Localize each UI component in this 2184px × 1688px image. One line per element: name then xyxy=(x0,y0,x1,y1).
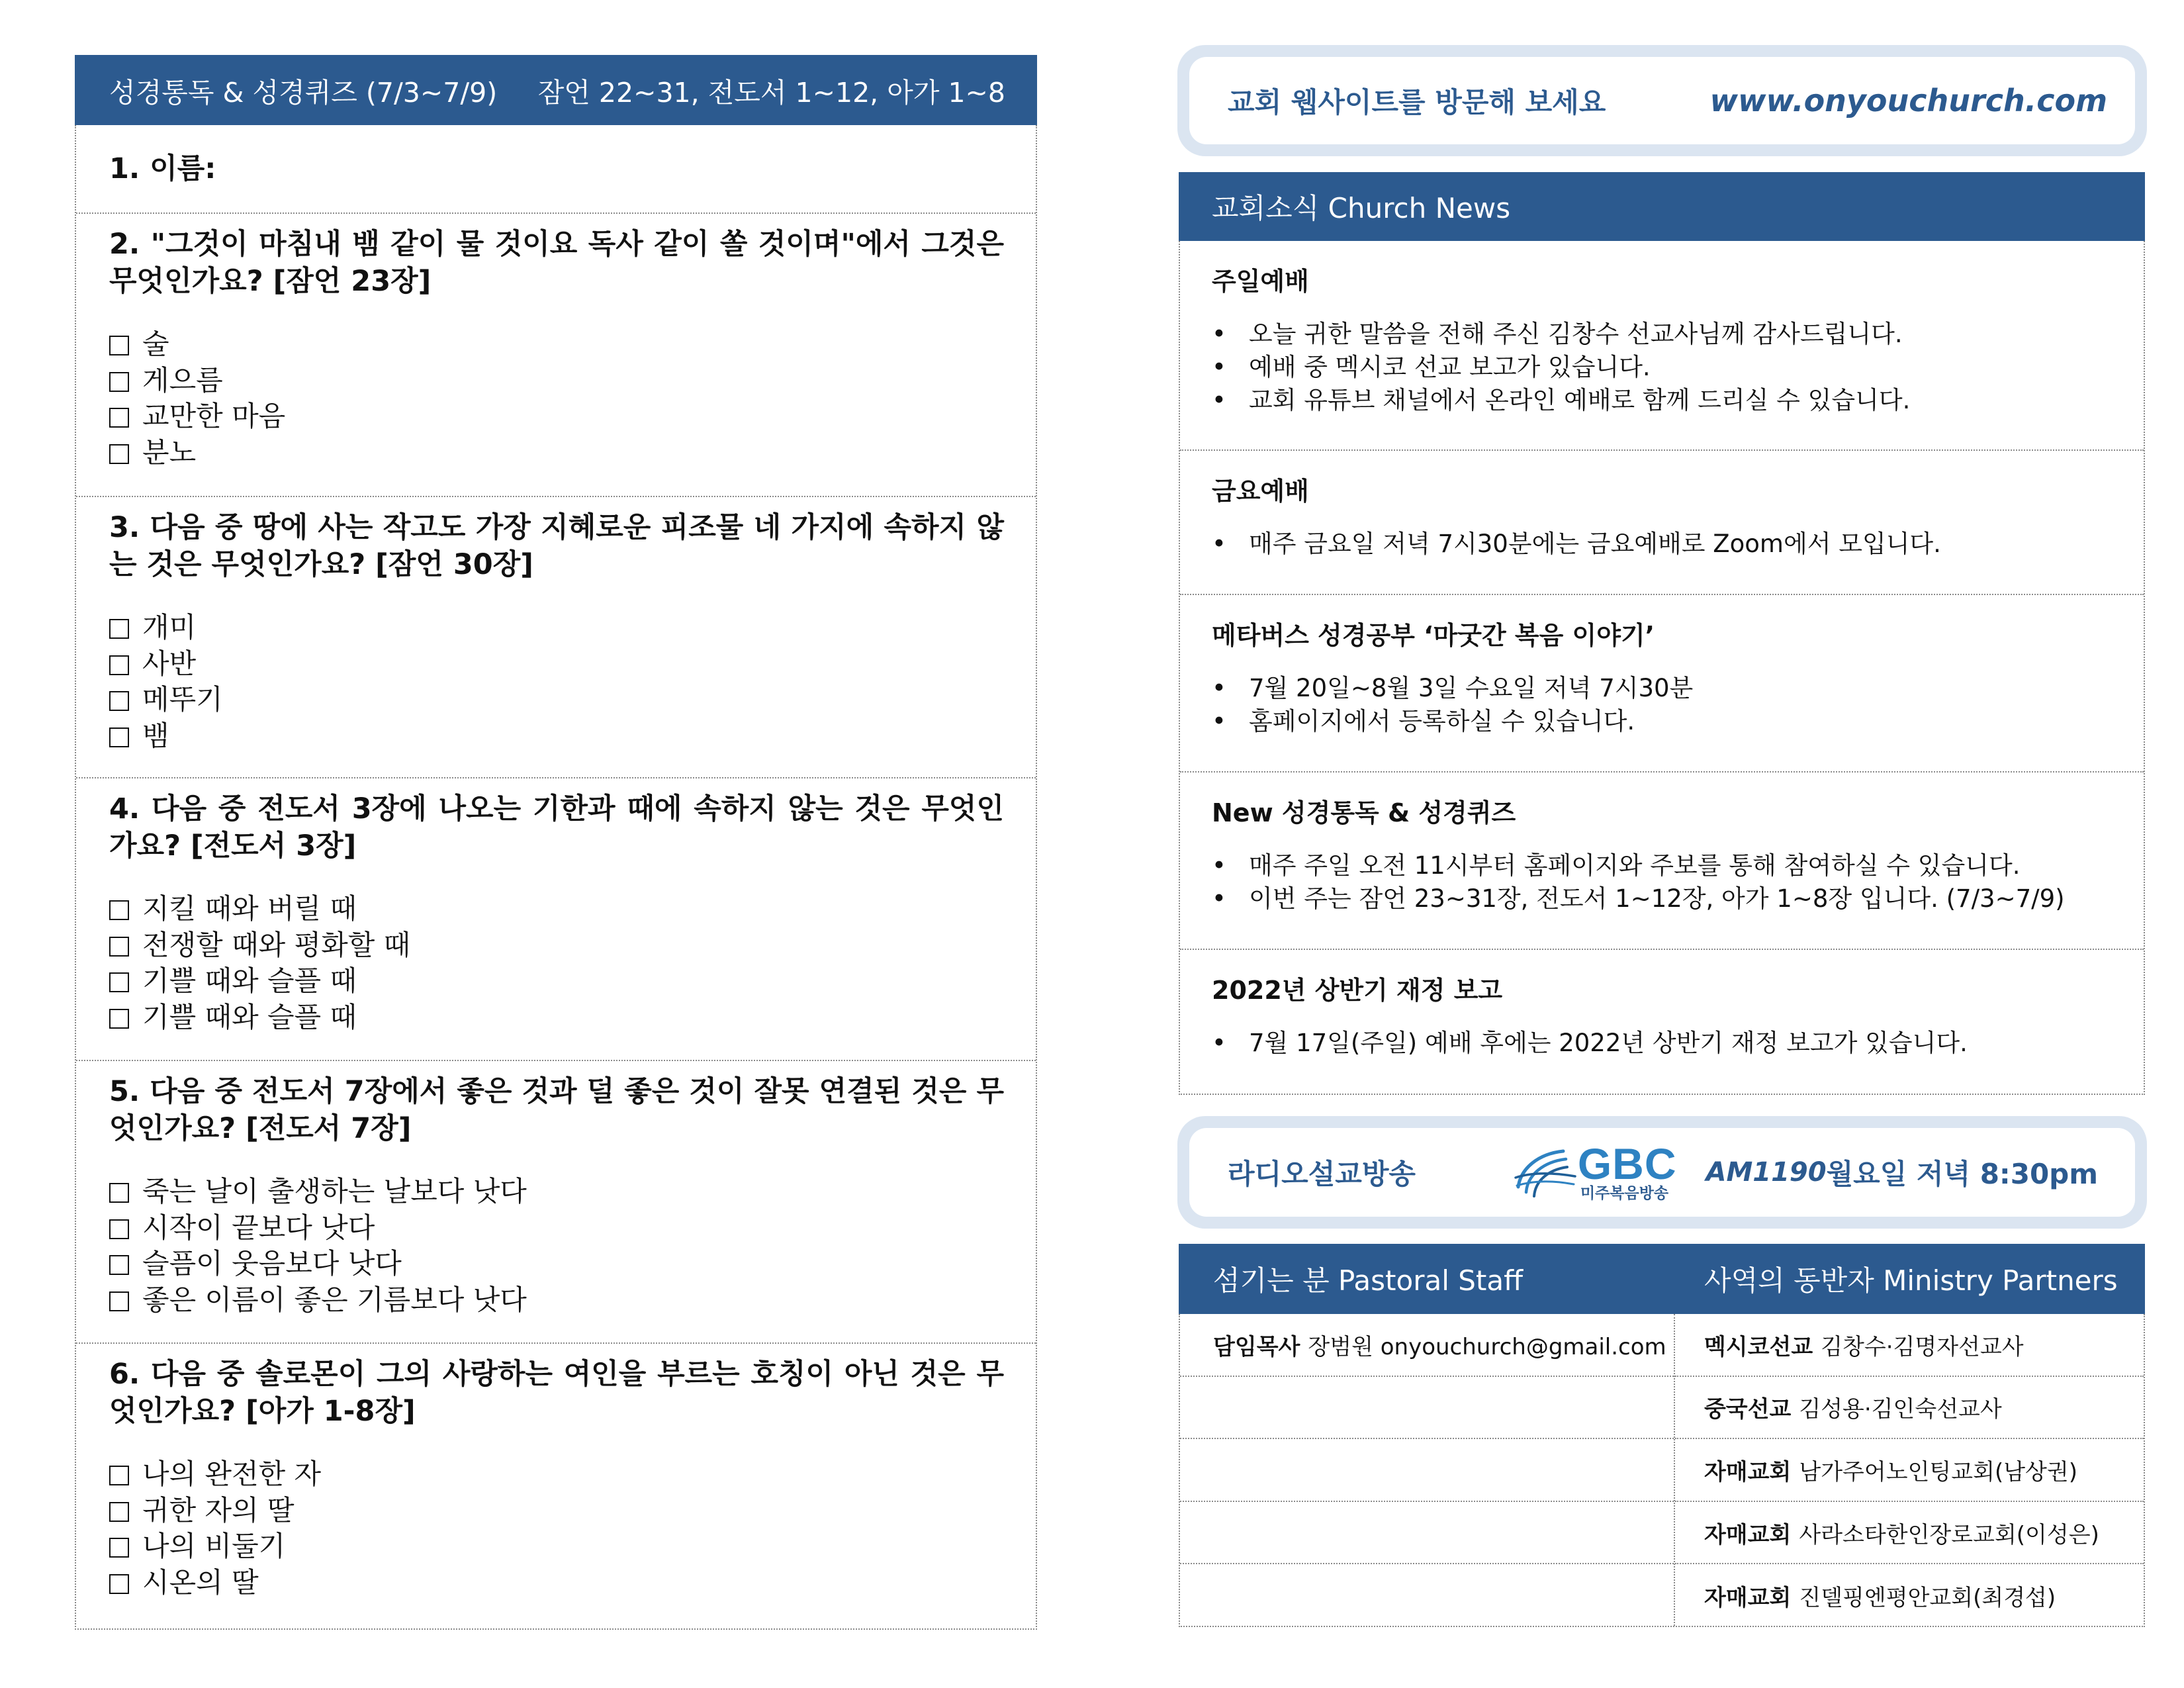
option-row[interactable] xyxy=(109,1528,1004,1565)
news-section-bible-quiz xyxy=(1180,773,2144,950)
news-section-title: 금요예배 xyxy=(1212,477,1309,506)
news-body xyxy=(1179,241,2145,1095)
option-row[interactable] xyxy=(109,326,1004,363)
question-3 xyxy=(76,497,1036,778)
news-item: • 매주 금요일 저녁 7시30분에는 금요예배로 Zoom에서 모입니다. xyxy=(1212,528,2117,561)
news-items xyxy=(1212,672,2117,738)
option-label: 뱀 xyxy=(142,719,169,752)
pastoral-staff-column xyxy=(1180,1314,1675,1626)
option-label: 게으름 xyxy=(142,363,223,397)
checkbox[interactable] xyxy=(109,691,129,711)
staff-name: 장범원 onyouchurch@gmail.com xyxy=(1308,1333,1666,1360)
news-item: • 오늘 귀한 말씀을 전해 주신 김창수 선교사님께 감사드립니다. xyxy=(1212,318,2117,351)
option-row[interactable] xyxy=(109,610,1004,646)
checkbox[interactable] xyxy=(109,1466,129,1485)
news-section-title: New 성경통독 & 성경퀴즈 xyxy=(1212,798,1516,827)
question-6 xyxy=(76,1344,1036,1627)
gbc-word: GBC xyxy=(1577,1139,1677,1188)
partner-role: 자매교회 xyxy=(1704,1458,1792,1485)
gbc-wordmark xyxy=(1577,1139,1677,1202)
staff-table xyxy=(1179,1244,2145,1627)
checkbox[interactable] xyxy=(109,1291,129,1311)
partner-name: 진델핑엔평안교회(최경섭) xyxy=(1799,1585,2056,1612)
option-label: 분노 xyxy=(142,436,197,469)
option-label: 기쁠 때와 슬플 때 xyxy=(142,1000,357,1033)
checkbox[interactable] xyxy=(109,1219,129,1239)
question-4 xyxy=(76,778,1036,1061)
partner-role: 멕시코선교 xyxy=(1704,1333,1813,1360)
radio-banner-inner xyxy=(1189,1128,2135,1217)
quiz-header-title: 성경통독 & 성경퀴즈 (7/3~7/9) xyxy=(109,76,498,109)
question-title: 6. 다음 중 솔로몬이 그의 사랑하는 여인을 부르는 호칭이 아닌 것은 무엇인가요? [아가 1-8장] xyxy=(109,1358,1004,1428)
name-label: 1. 이름: xyxy=(109,152,216,185)
checkbox[interactable] xyxy=(109,1009,129,1029)
checkbox[interactable] xyxy=(109,1538,129,1558)
option-row[interactable] xyxy=(109,363,1004,399)
partner-row xyxy=(1675,1314,2144,1377)
website-banner-inner xyxy=(1189,57,2135,144)
options-list xyxy=(109,1174,1004,1318)
option-row[interactable] xyxy=(109,435,1004,471)
question-5 xyxy=(76,1061,1036,1344)
checkbox[interactable] xyxy=(109,372,129,392)
option-row[interactable] xyxy=(109,963,1004,1000)
option-label: 기쁠 때와 슬플 때 xyxy=(142,964,357,997)
news-item: • 7월 17일(주일) 예배 후에는 2022년 상반기 재정 보고가 있습니다. xyxy=(1212,1027,2117,1060)
option-row[interactable] xyxy=(109,1246,1004,1282)
option-label: 좋은 이름이 좋은 기름보다 낫다 xyxy=(142,1283,527,1316)
options-list xyxy=(109,326,1004,471)
partner-role: 자매교회 xyxy=(1704,1521,1792,1548)
option-row[interactable] xyxy=(109,1174,1004,1210)
website-url-link[interactable]: www.onyouchurch.com xyxy=(1709,83,2107,118)
radio-banner xyxy=(1177,1116,2147,1229)
option-row[interactable] xyxy=(109,891,1004,927)
news-item: • 홈페이지에서 등록하실 수 있습니다. xyxy=(1212,705,2117,738)
staff-row xyxy=(1180,1314,1674,1377)
question-2 xyxy=(76,214,1036,497)
checkbox[interactable] xyxy=(109,1502,129,1522)
news-section-title: 메타버스 성경공부 ‘마굿간 복음 이야기’ xyxy=(1212,621,1655,650)
checkbox[interactable] xyxy=(109,727,129,747)
option-row[interactable] xyxy=(109,1456,1004,1493)
checkbox[interactable] xyxy=(109,408,129,428)
checkbox[interactable] xyxy=(109,1574,129,1594)
checkbox[interactable] xyxy=(109,937,129,957)
option-label: 메뚜기 xyxy=(142,683,223,716)
ministry-partners-heading: 사역의 동반자 Ministry Partners xyxy=(1704,1264,2118,1297)
partner-row xyxy=(1675,1564,2144,1627)
option-label: 귀한 자의 딸 xyxy=(142,1493,295,1526)
website-banner xyxy=(1177,45,2147,156)
radio-station: AM1190 xyxy=(1706,1157,1827,1188)
partner-name: 김창수·김명자선교사 xyxy=(1821,1333,2024,1360)
news-items xyxy=(1212,318,2117,417)
option-label: 시작이 끝보다 낫다 xyxy=(142,1211,375,1244)
news-header: 교회소식 Church News xyxy=(1179,172,2145,241)
news-section-title: 주일예배 xyxy=(1212,267,1309,296)
option-row[interactable] xyxy=(109,927,1004,964)
question-title: 4. 다음 중 전도서 3장에 나오는 기한과 때에 속하지 않는 것은 무엇인가요? [전도서 3장] xyxy=(109,792,1004,863)
question-title: 2. "그것이 마침내 뱀 같이 물 것이요 독사 같이 쏠 것이며"에서 그것은 무엇인가요? [잠언 23장] xyxy=(109,228,1004,298)
checkbox[interactable] xyxy=(109,444,129,464)
staff-body xyxy=(1179,1314,2145,1627)
news-section-sunday xyxy=(1180,241,2144,451)
staff-row xyxy=(1180,1439,1674,1502)
partner-name: 남가주어노인팅교회(남상권) xyxy=(1799,1458,2078,1485)
option-label: 전쟁할 때와 평화할 때 xyxy=(142,928,411,961)
option-label: 술 xyxy=(142,328,169,360)
option-label: 교만한 마음 xyxy=(142,400,286,432)
staff-row xyxy=(1180,1564,1674,1627)
option-label: 사반 xyxy=(142,647,197,680)
staff-header xyxy=(1179,1244,2145,1314)
news-item: • 7월 20일~8월 3일 수요일 저녁 7시30분 xyxy=(1212,672,2117,705)
news-items xyxy=(1212,849,2117,915)
option-label: 지킬 때와 버릴 때 xyxy=(142,892,357,925)
news-item: • 이번 주는 잠언 23~31장, 전도서 1~12장, 아가 1~8장 입니다. (7/3~7/9) xyxy=(1212,882,2117,915)
website-label: 교회 웹사이트를 방문해 보세요 xyxy=(1228,86,1606,118)
partner-row xyxy=(1675,1377,2144,1440)
checkbox[interactable] xyxy=(109,1183,129,1203)
checkbox[interactable] xyxy=(109,619,129,639)
option-row[interactable] xyxy=(109,1210,1004,1246)
option-label: 개미 xyxy=(142,611,197,643)
radio-time: 월요일 저녁 8:30pm xyxy=(1826,1158,2098,1190)
partner-role: 중국선교 xyxy=(1704,1396,1792,1423)
partner-role: 자매교회 xyxy=(1704,1585,1792,1612)
news-section-title: 2022년 상반기 재정 보고 xyxy=(1212,976,1503,1005)
option-row[interactable] xyxy=(109,682,1004,718)
partner-row xyxy=(1675,1502,2144,1565)
option-row[interactable] xyxy=(109,1565,1004,1601)
option-label: 나의 비둘기 xyxy=(142,1530,286,1562)
news-section-friday xyxy=(1180,451,2144,595)
staff-role: 담임목사 xyxy=(1213,1333,1300,1360)
option-label: 슬픔이 웃음보다 낫다 xyxy=(142,1247,402,1280)
option-row[interactable] xyxy=(109,399,1004,435)
option-row[interactable] xyxy=(109,646,1004,682)
gbc-subtitle: 미주복음방송 xyxy=(1580,1185,1669,1202)
bible-quiz-panel xyxy=(75,55,1037,1630)
ministry-partners-column xyxy=(1675,1314,2144,1626)
options-list xyxy=(109,1456,1004,1601)
options-list xyxy=(109,610,1004,754)
option-label: 시온의 딸 xyxy=(142,1566,259,1599)
church-news-panel xyxy=(1179,172,2145,1095)
question-title: 5. 다음 중 전도서 7장에서 좋은 것과 덜 좋은 것이 잘못 연결된 것은 무엇인가요? [전도서 7장] xyxy=(109,1075,1004,1145)
news-section-metaverse xyxy=(1180,595,2144,773)
checkbox[interactable] xyxy=(109,900,129,920)
news-item: • 교회 유튜브 채널에서 온라인 예배로 함께 드리실 수 있습니다. xyxy=(1212,384,2117,417)
option-row[interactable] xyxy=(109,718,1004,755)
news-items xyxy=(1212,528,2117,561)
quiz-name-row xyxy=(76,125,1036,214)
pastoral-staff-heading: 섬기는 분 Pastoral Staff xyxy=(1213,1264,1524,1297)
staff-row xyxy=(1180,1502,1674,1565)
gbc-logo xyxy=(1512,1139,1677,1205)
checkbox[interactable] xyxy=(109,1255,129,1275)
radio-label: 라디오설교방송 xyxy=(1228,1158,1416,1190)
news-item: • 예배 중 멕시코 선교 보고가 있습니다. xyxy=(1212,351,2117,384)
checkbox[interactable] xyxy=(109,655,129,675)
staff-row xyxy=(1180,1377,1674,1440)
question-title: 3. 다음 중 땅에 사는 작고도 가장 지혜로운 피조물 네 가지에 속하지 않는 것은 무엇인가요? [잠언 30장] xyxy=(109,511,1004,581)
quiz-header xyxy=(75,55,1037,125)
option-label: 죽는 날이 출생하는 날보다 낫다 xyxy=(142,1175,527,1207)
options-list xyxy=(109,891,1004,1035)
partner-name: 사라소타한인장로교회(이성은) xyxy=(1799,1521,2099,1548)
option-label: 나의 완전한 자 xyxy=(142,1458,322,1490)
option-row[interactable] xyxy=(109,1282,1004,1319)
checkbox[interactable] xyxy=(109,972,129,992)
news-item: • 매주 주일 오전 11시부터 홈페이지와 주보를 통해 참여하실 수 있습니다. xyxy=(1212,849,2117,882)
globe-swoosh-icon xyxy=(1512,1139,1578,1205)
checkbox[interactable] xyxy=(109,336,129,355)
news-items xyxy=(1212,1027,2117,1060)
news-section-finance xyxy=(1180,950,2144,1092)
quiz-header-range: 잠언 22~31, 전도서 1~12, 아가 1~8 xyxy=(537,76,1005,109)
partner-name: 김성용·김인숙선교사 xyxy=(1799,1396,2002,1423)
option-row[interactable] xyxy=(109,1000,1004,1036)
option-row[interactable] xyxy=(109,1493,1004,1529)
partner-row xyxy=(1675,1439,2144,1502)
quiz-body xyxy=(75,125,1037,1630)
